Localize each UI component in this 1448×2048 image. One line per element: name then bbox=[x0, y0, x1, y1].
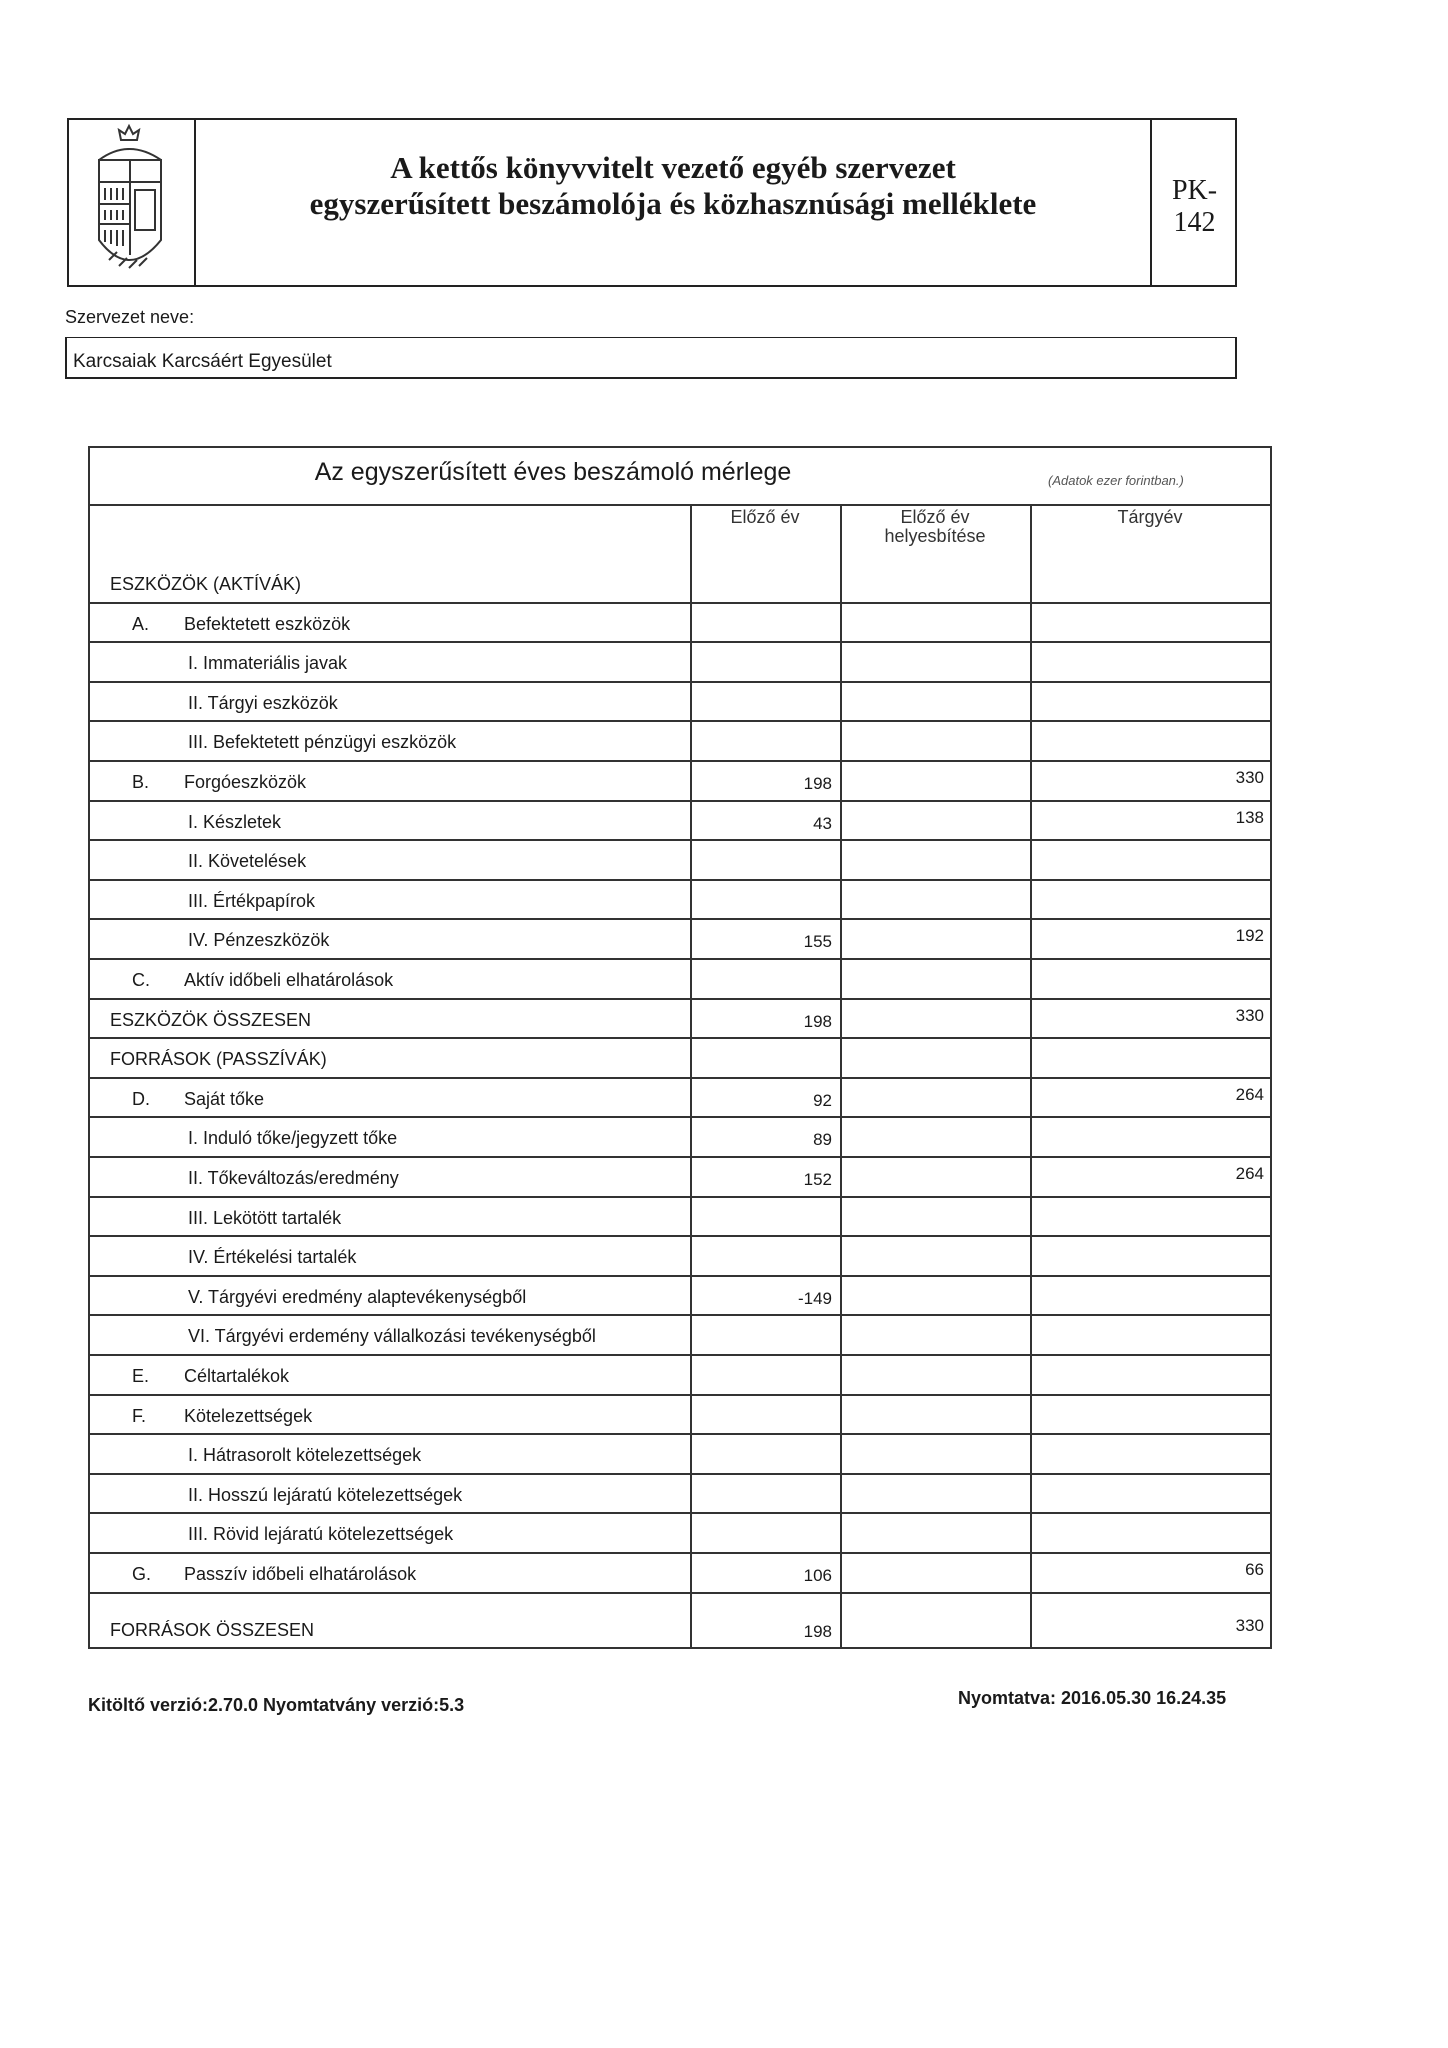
balance-sheet-table bbox=[88, 446, 1272, 1676]
row-label: IV. Értékelési tartalék bbox=[188, 1247, 357, 1268]
row-prefix: B. bbox=[132, 772, 150, 792]
prev-year-value: 198 bbox=[803, 1011, 832, 1031]
row-prefix: D. bbox=[132, 1088, 150, 1109]
print-timestamp: Nyomtatva: 2016.05.30 16.24.35 bbox=[958, 1688, 1227, 1708]
row-label: III. Rövid lejáratú kötelezettségek bbox=[188, 1524, 454, 1545]
prev-year-value: -149 bbox=[797, 1288, 832, 1308]
prev-year-value: 92 bbox=[813, 1090, 832, 1110]
table-row-divider bbox=[88, 1116, 1272, 1118]
column-divider-2 bbox=[840, 504, 842, 1647]
form-title bbox=[196, 120, 1152, 285]
form-code: PK-142 bbox=[1171, 175, 1218, 238]
row-label: Befektetett eszközök bbox=[184, 613, 351, 634]
row-prefix: F. bbox=[132, 1405, 147, 1426]
table-row-divider bbox=[88, 1394, 1272, 1396]
column-header-correction-line2: helyesbítése bbox=[884, 526, 986, 546]
row-label: I. Készletek bbox=[188, 811, 282, 832]
current-year-value: 66 bbox=[1245, 1560, 1264, 1579]
row-label: III. Befektetett pénzügyi eszközök bbox=[188, 732, 457, 753]
row-label: II. Hosszú lejáratú kötelezettségek bbox=[188, 1484, 463, 1505]
table-row-divider bbox=[88, 839, 1272, 841]
prev-year-value: 43 bbox=[813, 813, 832, 833]
row-label: ESZKÖZÖK ÖSSZESEN bbox=[110, 1009, 312, 1030]
row-label: Céltartalékok bbox=[184, 1366, 290, 1386]
table-row-divider bbox=[88, 1275, 1272, 1277]
column-header-correction bbox=[840, 508, 1030, 546]
row-prefix: G. bbox=[132, 1564, 152, 1584]
row-label: VI. Tárgyévi erdemény vállalkozási tevékenységből bbox=[188, 1326, 596, 1347]
table-row-divider bbox=[88, 641, 1272, 643]
prev-year-value: 106 bbox=[803, 1566, 832, 1585]
row-label: FORRÁSOK ÖSSZESEN bbox=[110, 1619, 315, 1640]
row-label: III. Lekötött tartalék bbox=[188, 1207, 342, 1228]
row-label: III. Értékpapírok bbox=[188, 890, 316, 911]
table-row-divider bbox=[88, 720, 1272, 722]
column-divider-3 bbox=[1030, 504, 1032, 1647]
row-prefix: C. bbox=[132, 970, 150, 990]
current-year-value: 192 bbox=[1235, 926, 1264, 946]
table-row-divider bbox=[88, 681, 1272, 683]
table-border-left bbox=[88, 446, 90, 1647]
table-row-divider bbox=[88, 879, 1272, 881]
form-title-line2: egyszerűsített beszámolója és közhasznúsági melléklete bbox=[309, 186, 1037, 221]
column-header-correction-line1: Előző év bbox=[900, 507, 970, 527]
table-row-divider bbox=[88, 602, 1272, 604]
column-divider-1 bbox=[690, 504, 692, 1647]
row-label: I. Hátrasorolt kötelezettségek bbox=[188, 1445, 422, 1466]
table-row-divider bbox=[88, 1156, 1272, 1158]
table-row-divider bbox=[88, 1314, 1272, 1316]
row-label: Kötelezettségek bbox=[184, 1405, 313, 1426]
row-label: Passzív időbeli elhatárolások bbox=[184, 1564, 417, 1584]
current-year-value: 264 bbox=[1235, 1084, 1264, 1104]
version-info: Kitöltő verzió:2.70.0 Nyomtatvány verzió:5.3 bbox=[88, 1695, 465, 1715]
current-year-value: 330 bbox=[1235, 1615, 1264, 1635]
coat-of-arms-icon bbox=[69, 120, 196, 285]
row-label: FORRÁSOK (PASSZÍVÁK) bbox=[110, 1049, 327, 1070]
table-header-divider bbox=[88, 504, 1272, 506]
current-year-value: 264 bbox=[1235, 1164, 1264, 1183]
prev-year-value: 89 bbox=[813, 1130, 832, 1150]
table-row-divider bbox=[88, 1592, 1272, 1594]
column-header-current-year: Tárgyév bbox=[1117, 507, 1183, 527]
row-label: IV. Pénzeszközök bbox=[188, 930, 330, 951]
table-row-divider bbox=[88, 958, 1272, 960]
table-row-divider bbox=[88, 1512, 1272, 1514]
form-title-line1: A kettős könyvvitelt vezető egyéb szervezet bbox=[390, 150, 956, 185]
table-row-divider bbox=[88, 800, 1272, 802]
table-row-divider bbox=[88, 1037, 1272, 1039]
table-row-divider bbox=[88, 1196, 1272, 1198]
row-prefix: E. bbox=[132, 1366, 150, 1386]
table-row-divider bbox=[88, 760, 1272, 762]
row-label: Saját tőke bbox=[184, 1088, 265, 1109]
organization-name: Karcsaiak Karcsáért Egyesület bbox=[73, 351, 332, 372]
row-label: Forgóeszközök bbox=[184, 772, 307, 792]
table-border-top bbox=[88, 446, 1272, 448]
unit-note: (Adatok ezer forintban.) bbox=[1048, 473, 1184, 488]
table-row-divider bbox=[88, 1077, 1272, 1079]
row-label: II. Tőkeváltozás/eredmény bbox=[188, 1168, 399, 1188]
column-header-prev-year: Előző év bbox=[730, 507, 800, 527]
row-label: Aktív időbeli elhatárolások bbox=[184, 970, 394, 990]
current-year-value: 138 bbox=[1235, 807, 1264, 827]
row-label: II. Tárgyi eszközök bbox=[188, 692, 338, 713]
prev-year-value: 152 bbox=[803, 1170, 832, 1189]
form-code-cell bbox=[1152, 120, 1237, 285]
current-year-value: 330 bbox=[1235, 1005, 1264, 1025]
table-row-divider bbox=[88, 1473, 1272, 1475]
prev-year-value: 198 bbox=[803, 774, 832, 793]
organization-label: Szervezet neve: bbox=[65, 307, 195, 327]
table-row-divider bbox=[88, 1235, 1272, 1237]
table-row-divider bbox=[88, 1354, 1272, 1356]
row-prefix: A. bbox=[132, 613, 150, 634]
table-border-right bbox=[1270, 446, 1272, 1647]
row-label: I. Induló tőke/jegyzett tőke bbox=[188, 1128, 398, 1149]
table-row-divider bbox=[88, 1552, 1272, 1554]
current-year-value: 330 bbox=[1235, 768, 1264, 787]
row-label: ESZKÖZÖK (AKTÍVÁK) bbox=[110, 574, 302, 594]
balance-sheet-title: Az egyszerűsített éves beszámoló mérlege bbox=[314, 458, 792, 486]
prev-year-value: 198 bbox=[803, 1621, 832, 1641]
table-row-divider bbox=[88, 1647, 1272, 1649]
row-label: V. Tárgyévi eredmény alaptevékenységből bbox=[188, 1286, 527, 1307]
row-label: II. Követelések bbox=[188, 851, 307, 872]
form-header bbox=[67, 118, 1237, 287]
table-row-divider bbox=[88, 918, 1272, 920]
row-label: I. Immateriális javak bbox=[188, 653, 348, 674]
prev-year-value: 155 bbox=[803, 932, 832, 952]
organization-name-field bbox=[65, 337, 1237, 379]
table-row-divider bbox=[88, 1433, 1272, 1435]
table-row-divider bbox=[88, 998, 1272, 1000]
